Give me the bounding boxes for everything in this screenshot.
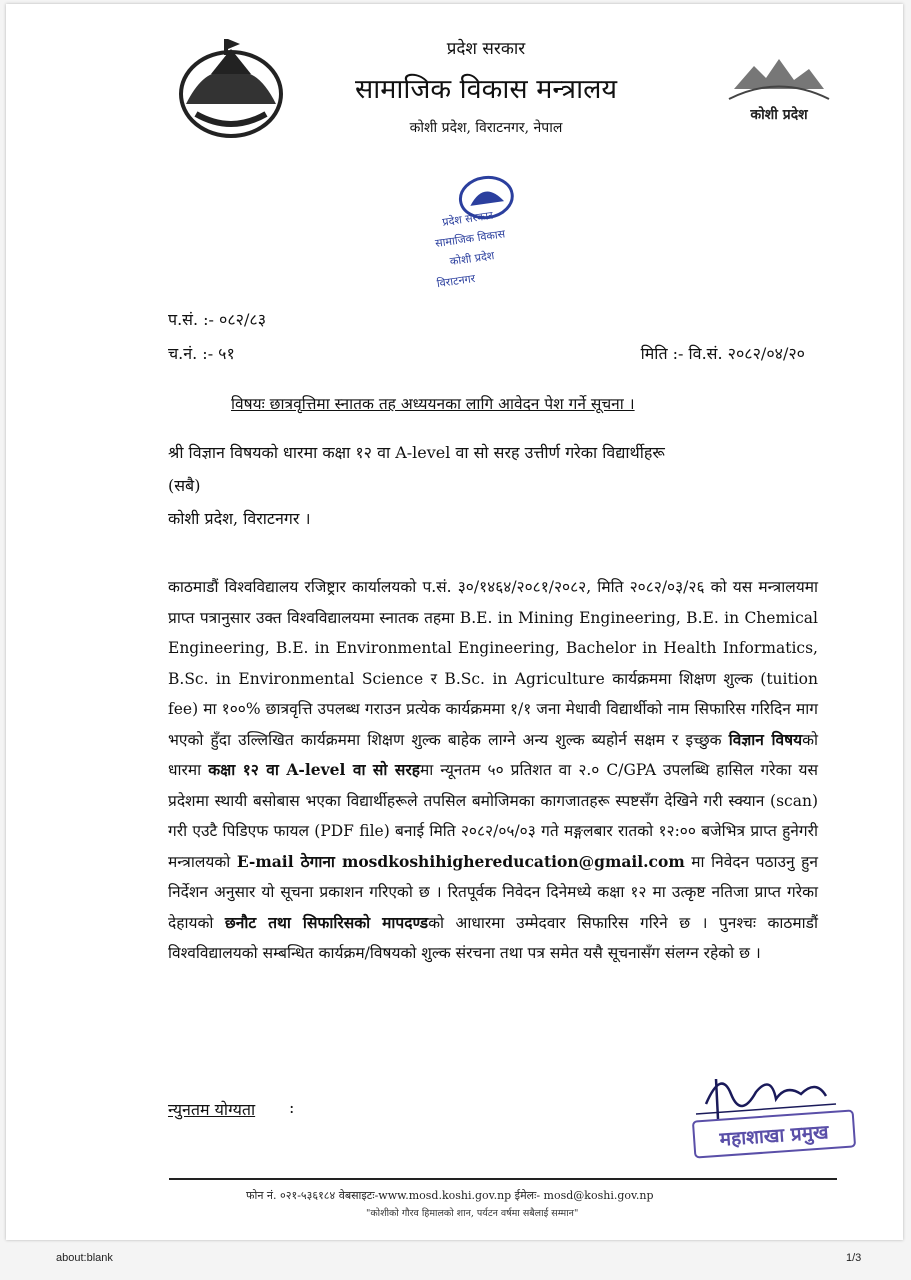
body-bold-3: E-mail ठेगाना mosdkoshihighereducation@gmail.com bbox=[236, 851, 685, 871]
stamp-line-2: सामाजिक विकास bbox=[434, 227, 506, 251]
subject-line: विषयः छात्रवृत्तिमा स्नातक तह अध्ययनका लागि आवेदन पेश गर्ने सूचना । bbox=[231, 395, 635, 413]
government-header bbox=[306, 36, 666, 137]
print-url-label: about:blank bbox=[56, 1252, 113, 1264]
print-page-number: 1/3 bbox=[846, 1252, 862, 1264]
official-stamp bbox=[416, 172, 526, 292]
addressee-line-1: श्री विज्ञान विषयको धारमा कक्षा १२ वा A-level वा सो सरह उत्तीर्ण गरेका विद्यार्थीहरू bbox=[168, 443, 665, 462]
body-part-3: मा न्यूनतम ५० प्रतिशत वा २.० C/GPA उपलब्धि हासिल गरेका यस प्रदेशमा स्थायी बसोबास भएका विद्यार्थीहरूले तपसिल बमोजिमका कागजातहरू स्पष्टसँग देखिने गरी स्क्यान (scan) गरी एउटै पिडिएफ फायल (PDF file) बनाई मिति २०८२/०५/०३ गते मङ्गलबार रातको १२:०० बजेभित्र प्राप्त हुनेगरी मन्त्रालयको bbox=[168, 761, 818, 871]
body-bold-1: विज्ञान विषय bbox=[728, 729, 803, 749]
body-part-1: काठमाडौं विश्वविद्यालय रजिष्ट्रार कार्यालयको प.सं. ३०/१४६४/२०८१/२०८२, मिति २०८२/०३/२६ को यस मन्त्रालयमा प्राप्त पत्रानुसार उक्त विश्वविद्यालयमा स्नातक तहमा B.E. in Mining Engineering, B.E. in Chemical Engineering, B.E. in Environmental Engineering, Bachelor in Health Informatics, B.Sc. in Environmental Science र B.Sc. in Agriculture कार्यक्रममा शिक्षण शुल्क (tuition fee) मा १००% छात्रवृत्ति उपलब्ध गराउन प्रत्येक कार्यक्रममा १/१ जना मेधावी विद्यार्थीको नाम सिफारिस गरिदिन माग भएको हुँदा उल्लिखित कार्यक्रममा शिक्षण शुल्क बाहेक लाग्ने अन्य शुल्क ब्यहोर्न सक्षम र इच्छुक bbox=[168, 578, 818, 749]
stamp-line-1: प्रदेश सरकार bbox=[441, 208, 494, 229]
minimum-qualification-heading: न्युनतम योग्यता bbox=[168, 1100, 256, 1119]
body-part-4: मा निवेदन पठाउनु हुन निर्देशन अनुसार यो सूचना प्रकाशन गरिएको छ । रितपूर्वक निवेदन दिनेमध्ये कक्षा १२ मा उत्कृष्ट नतिजा प्राप्त गरेका देहायको bbox=[168, 852, 818, 932]
addressee-line-2: (सबै) bbox=[168, 476, 201, 495]
koshi-province-logo bbox=[724, 44, 834, 134]
signature-designation: महाशाखा प्रमुख bbox=[718, 1121, 830, 1151]
footer-divider bbox=[169, 1178, 837, 1180]
minimum-qualification-colon: : bbox=[289, 1098, 295, 1117]
footer-slogan: "कोशीको गौरव हिमालको शान, पर्यटन वर्षमा सबैलाई सम्मान" bbox=[366, 1208, 579, 1219]
addressee-block bbox=[168, 436, 818, 535]
header-province-government: प्रदेश सरकार bbox=[446, 39, 526, 59]
nepal-emblem-logo bbox=[166, 34, 296, 144]
document-page bbox=[6, 4, 903, 1240]
notice-body bbox=[168, 572, 818, 969]
addressee-line-3: कोशी प्रदेश, विराटनगर । bbox=[168, 509, 311, 528]
body-part-2: को धारमा bbox=[168, 730, 819, 779]
body-bold-2: कक्षा १२ वा A-level वा सो सरह bbox=[208, 760, 420, 779]
footer-contact: फोन नं. ०२१-५३६१८४ वेबसाइटः-www.mosd.koshi.gov.np ईमेलः- mosd@koshi.gov.np bbox=[246, 1189, 654, 1202]
body-part-5: को आधारमा उम्मेदवार सिफारिस गरिने छ । पुनश्चः काठमाडौं विश्वविद्यालयको सम्बन्धित कार्यक्रम/विषयको शुल्क संरचना तथा पत्र समेत यसै सूचनासँग संलग्न रहेको छ । bbox=[168, 913, 818, 962]
dispatch-number: च.नं. :- ५१ bbox=[168, 344, 235, 363]
stamp-line-3: कोशी प्रदेश bbox=[449, 249, 496, 269]
header-address: कोशी प्रदेश, विराटनगर, नेपाल bbox=[409, 120, 563, 136]
reference-number: प.सं. :- ०८२/८३ bbox=[168, 310, 267, 329]
signature-and-seal bbox=[676, 1064, 866, 1164]
letter-date: मिति :- वि.सं. २०८२/०४/२० bbox=[640, 344, 805, 363]
body-bold-4: छनौट तथा सिफारिसको मापदण्ड bbox=[224, 912, 429, 932]
koshi-logo-text: कोशी प्रदेश bbox=[750, 107, 808, 123]
header-ministry-name: सामाजिक विकास मन्त्रालय bbox=[354, 74, 618, 105]
stamp-line-4: विराटनगर bbox=[435, 271, 477, 291]
